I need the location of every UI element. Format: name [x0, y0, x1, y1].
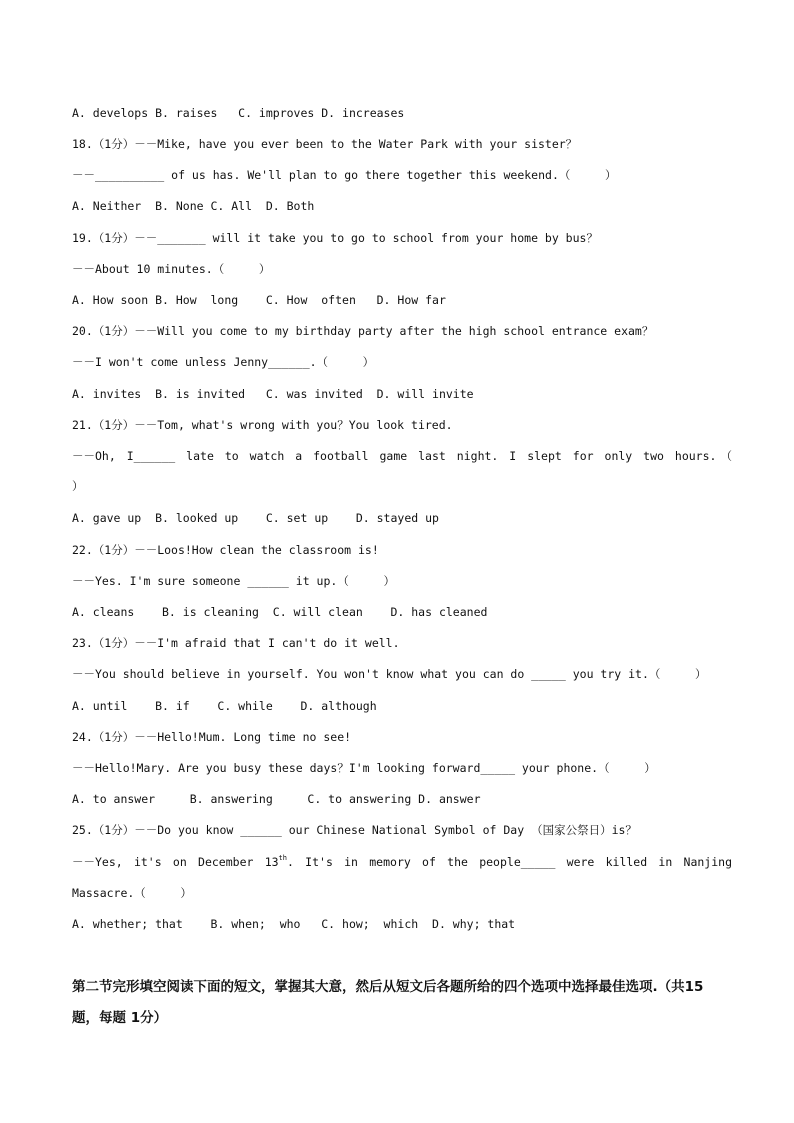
q21-question: 21.（1分）－－Tom, what's wrong with you？You look tired. [72, 418, 453, 432]
q24-answer-line: －－Hello!Mary. Are you busy these days？I'm looking forward_____ your phone.（ ） [72, 761, 656, 775]
q21-answer-line: －－Oh, I______ late to watch a football game last night. I slept for only two hours.（ [72, 449, 732, 463]
q25-answer-part2: . It's in memory of the people_____ were killed in Nanjing [286, 855, 732, 869]
q20-options: A. invites B. is invited C. was invited D. will invite [72, 387, 474, 401]
q17-options: A. develops B. raises C. improves D. increases [72, 106, 405, 120]
q20-answer-line: －－I won't come unless Jenny______.（ ） [72, 355, 375, 369]
q18-options: A. Neither B. None C. All D. Both [72, 199, 315, 213]
superscript-th: th [278, 854, 287, 862]
q25-options: A. whether; that B. when; who C. how; which D. why; that [72, 917, 516, 931]
q20-question: 20.（1分）－－Will you come to my birthday party after the high school entrance exam？ [72, 324, 654, 338]
q24-options: A. to answer B. answering C. to answering D. answer [72, 792, 481, 806]
q18-answer-line: －－__________ of us has. We'll plan to go there together this weekend.（ ） [72, 168, 617, 182]
q25-answer-part1: －－Yes, it's on December 13 [72, 855, 279, 869]
q22-question: 22.（1分）－－Loos!How clean the classroom is! [72, 543, 379, 557]
q24-question: 24.（1分）－－Hello!Mum. Long time no see! [72, 730, 352, 744]
section-heading: 第二节完形填空阅读下面的短文，掌握其大意，然后从短文后各题所给的四个选项中选择最佳选项.（共15题，每题 1分） [72, 979, 704, 1026]
q23-options: A. until B. if C. while D. although [72, 699, 377, 713]
q25-question: 25.（1分）－－Do you know ______ our Chinese National Symbol of Day （国家公祭日）is？ [72, 823, 637, 837]
q22-options: A. cleans B. is cleaning C. will clean D. has cleaned [72, 605, 488, 619]
q25-answer-continuation: Massacre.（ ） [72, 886, 192, 900]
q23-question: 23.（1分）－－I'm afraid that I can't do it well. [72, 636, 400, 650]
q22-answer-line: －－Yes. I'm sure someone ______ it up.（ ） [72, 574, 395, 588]
q23-answer-line: －－You should believe in yourself. You won't know what you can do _____ you try it.（ ） [72, 667, 707, 681]
q18-question: 18.（1分）－－Mike, have you ever been to the Water Park with your sister？ [72, 137, 578, 151]
q19-question: 19.（1分）－－_______ will it take you to go to school from your home by bus？ [72, 231, 598, 245]
q19-answer-line: －－About 10 minutes.（ ） [72, 262, 271, 276]
q21-options: A. gave up B. looked up C. set up D. stayed up [72, 511, 439, 525]
q25-answer-line [72, 854, 732, 870]
q21-answer-continuation: ） [72, 479, 84, 493]
q19-options: A. How soon B. How long C. How often D. How far [72, 293, 446, 307]
